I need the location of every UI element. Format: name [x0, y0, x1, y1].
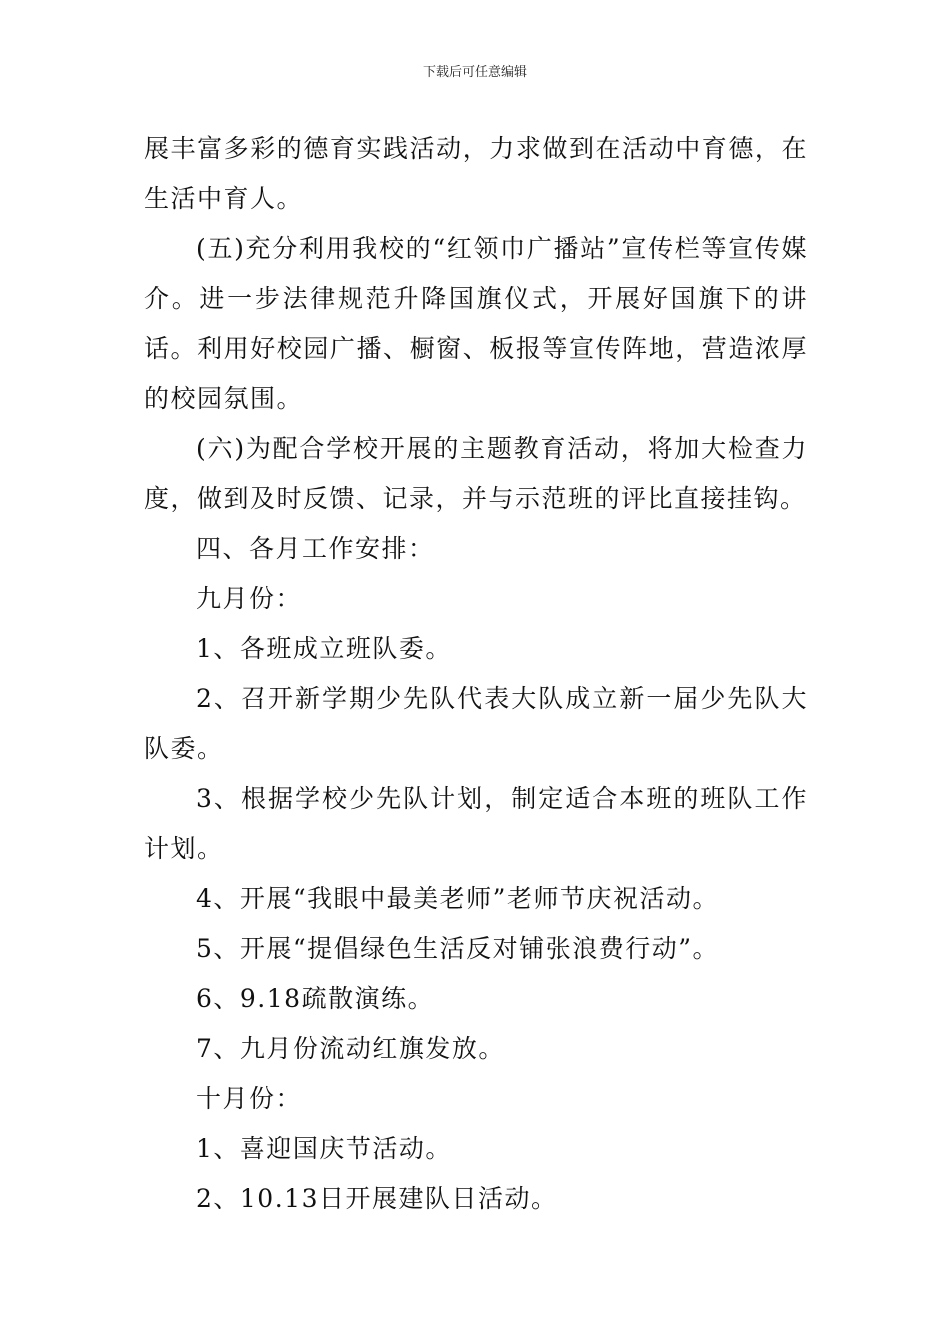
- list-item: 1、喜迎国庆节活动。: [196, 1134, 452, 1163]
- section-heading: 四、各月工作安排：: [196, 534, 435, 563]
- list-item: 1、各班成立班队委。: [196, 634, 452, 663]
- list-item: 6、9.18疏散演练。: [196, 984, 435, 1013]
- page-header: 下载后可任意编辑: [422, 65, 527, 80]
- list-item: 7、九月份流动红旗发放。: [196, 1034, 505, 1063]
- paragraph: (六)为配合学校开展的主题教育活动，将加大检查力度，做到及时反馈、记录，并与示范班的评比直接挂钩。: [144, 434, 808, 513]
- paragraph: 展丰富多彩的德育实践活动，力求做到在活动中育德，在生活中育人。: [144, 134, 808, 213]
- list-item: 2、召开新学期少先队代表大队成立新一届少先队大队委。: [144, 684, 808, 763]
- month-heading: 十月份：: [196, 1084, 303, 1113]
- list-item: 2、10.13日开展建队日活动。: [196, 1184, 558, 1213]
- list-item: 3、根据学校少先队计划，制定适合本班的班队工作计划。: [144, 784, 808, 863]
- paragraph: (五)充分利用我校的“红领巾广播站”宣传栏等宣传媒介。进一步法律规范升降国旗仪式，开展好国旗下的讲话。利用好校园广播、橱窗、板报等宣传阵地，营造浓厚的校园氛围。: [144, 234, 808, 413]
- document-body: [144, 124, 808, 1224]
- list-item: 5、开展“提倡绿色生活反对铺张浪费行动”。: [196, 934, 719, 963]
- month-heading: 九月份：: [196, 584, 303, 613]
- list-item: 4、开展“我眼中最美老师”老师节庆祝活动。: [196, 884, 719, 913]
